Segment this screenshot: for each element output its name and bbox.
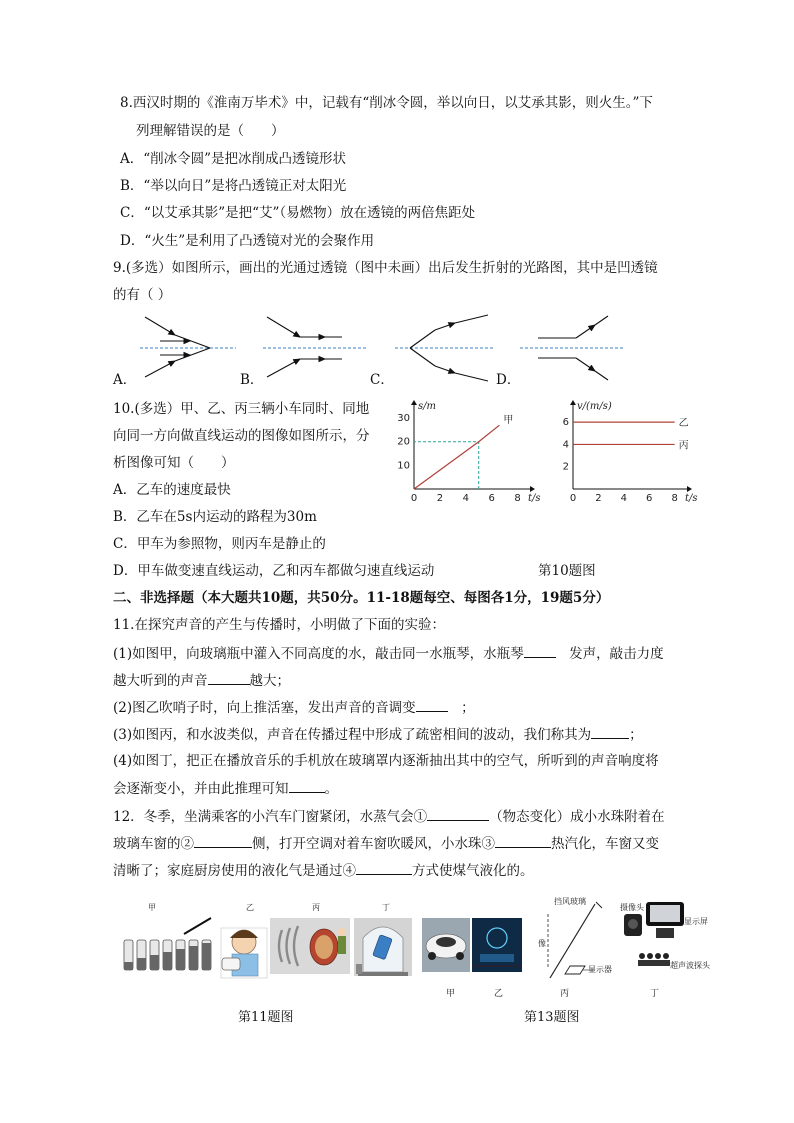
q10-stem-line3: 析图像可知（ ） bbox=[113, 455, 235, 471]
car-photo bbox=[422, 918, 470, 972]
q9-diagram-c bbox=[395, 315, 495, 381]
q11-part1-line2 bbox=[113, 670, 290, 691]
q10-stem-line1: 10.(多选）甲、乙、丙三辆小车同时、同地 bbox=[113, 401, 370, 417]
q11-blank-3[interactable] bbox=[416, 697, 448, 712]
x-axis-label: t/s bbox=[685, 493, 698, 504]
q10-vt-chart bbox=[553, 397, 713, 505]
bell-jar-illustration bbox=[354, 918, 412, 976]
q12-line2 bbox=[113, 833, 659, 854]
y-axis-arrow bbox=[411, 400, 417, 405]
q12-blank-1[interactable] bbox=[427, 806, 489, 821]
q11-p1c: 越大听到的声音 bbox=[113, 673, 208, 689]
q9-label-d: D． bbox=[496, 372, 521, 388]
q12-blank-4[interactable] bbox=[356, 860, 412, 875]
q11-fig-label-bing: 丙 bbox=[312, 903, 320, 912]
x-tick-label: 2 bbox=[436, 493, 444, 504]
x-tick-label: 8 bbox=[514, 493, 521, 504]
q13-label-windshield: 挡风玻璃 bbox=[554, 897, 586, 906]
x-axis-label: t/s bbox=[528, 493, 541, 504]
q13-figure-art bbox=[420, 894, 720, 994]
water-bottles-illustration bbox=[124, 918, 211, 970]
y-tick-label: 2 bbox=[562, 461, 569, 473]
q13-label-camera: 摄像头 bbox=[620, 903, 644, 912]
q12-l2a: 玻璃车窗的② bbox=[113, 836, 194, 852]
q13-figure bbox=[420, 894, 720, 994]
q13-label-probe: 超声波探头 bbox=[670, 961, 710, 970]
q11-blank-2[interactable] bbox=[208, 670, 250, 685]
q11-figure-art bbox=[118, 902, 414, 980]
q12-blank-2[interactable] bbox=[194, 833, 252, 848]
x-tick-label: 0 bbox=[569, 493, 577, 504]
q9-diagram-b bbox=[263, 317, 368, 377]
section2-heading: 二、非选择题（本大题共10题，共50分。11-18题每空、每图各1分，19题5分） bbox=[113, 590, 610, 606]
series-line bbox=[414, 425, 499, 489]
q11-part4-line2 bbox=[113, 778, 338, 799]
q9-diagram-a bbox=[140, 317, 236, 377]
dashboard-photo bbox=[472, 918, 522, 972]
x-tick-label: 8 bbox=[671, 493, 678, 504]
x-tick-label: 4 bbox=[462, 493, 469, 504]
q11-figure bbox=[118, 902, 414, 980]
y-tick-label: 6 bbox=[562, 417, 569, 429]
q11-blank-5[interactable] bbox=[289, 778, 325, 793]
q13-label-image: 像 bbox=[538, 939, 546, 948]
q13-label-screen: 显示屏 bbox=[684, 917, 708, 926]
q8-option-b: B．“举以向日”是将凸透镜正对太阳光 bbox=[120, 178, 347, 194]
q8-option-c: C．“以艾承其影”是把“艾”（易燃物）放在透镜的两倍焦距处 bbox=[120, 205, 476, 221]
q10-option-a: A．乙车的速度最快 bbox=[113, 482, 231, 498]
q11-p4c: 。 bbox=[324, 781, 338, 797]
q11-p2b: ； bbox=[461, 700, 475, 716]
y-axis-label: v/(m/s) bbox=[577, 401, 612, 412]
y-axis-label: s/m bbox=[418, 401, 436, 412]
q12-l2b: 侧，打开空调对着车窗吹暖风，小水珠③ bbox=[252, 836, 495, 852]
series-label: 甲 bbox=[503, 415, 514, 427]
x-tick-label: 6 bbox=[488, 493, 495, 504]
q10-option-c: C．甲车为参照物，则丙车是静止的 bbox=[113, 536, 326, 552]
x-tick-label: 6 bbox=[646, 493, 653, 504]
y-tick-label: 4 bbox=[562, 439, 569, 451]
x-axis-arrow bbox=[530, 486, 535, 492]
x-tick-label: 4 bbox=[620, 493, 628, 504]
q11-p3a: (3)如图丙，和水波类似，声音在传播过程中形成了疏密相间的波动，我们称其为 bbox=[113, 727, 592, 743]
x-tick-label: 0 bbox=[410, 493, 418, 504]
q11-blank-1[interactable] bbox=[524, 643, 556, 658]
y-tick-label: 20 bbox=[397, 436, 410, 448]
y-tick-label: 30 bbox=[397, 413, 410, 425]
q11-blank-4[interactable] bbox=[591, 724, 629, 739]
q11-p1b: 发声，敲击力度 bbox=[569, 646, 664, 662]
q12-line3 bbox=[113, 860, 534, 881]
q11-p1d: 越大； bbox=[249, 673, 290, 689]
q12-l3a: 清晰了；家庭厨房使用的液化气是通过④ bbox=[113, 863, 356, 879]
q11-p3b: ； bbox=[629, 727, 643, 743]
series-label: 丙 bbox=[678, 440, 689, 452]
q11-stem: 11.在探究声音的产生与传播时，小明做了下面的实验： bbox=[113, 617, 445, 633]
q13-label-display: 显示器 bbox=[588, 965, 612, 974]
q11-p1a: (1)如图甲，向玻璃瓶中灌入不同高度的水，敲击同一水瓶琴，水瓶琴 bbox=[113, 646, 524, 662]
q10-st-chart bbox=[392, 397, 542, 505]
q9-stem-line2: 的有（ ） bbox=[113, 287, 172, 303]
q9-label-b: B． bbox=[240, 372, 264, 388]
q9-stem-line1: 9.(多选）如图所示，画出的光通过透镜（图中未画）出后发生折射的光路图，其中是凹透镜 bbox=[113, 260, 658, 276]
q12-l2c: 热汽化，车窗又变 bbox=[551, 836, 659, 852]
q12-l1b: （物态变化）成小水珠附着在 bbox=[489, 809, 665, 825]
q8-option-a: A．“削冰令圆”是把冰削成凸透镜形状 bbox=[120, 151, 347, 167]
q11-fig-label-ding: 丁 bbox=[382, 903, 390, 912]
q10-option-b: B．乙车在5s内运动的路程为30m bbox=[113, 509, 317, 525]
q11-caption: 第11题图 bbox=[238, 1010, 294, 1025]
q13-fig-label-yi: 乙 bbox=[494, 989, 504, 999]
q11-part2 bbox=[113, 697, 475, 718]
q11-part3 bbox=[113, 724, 643, 745]
x-axis-arrow bbox=[687, 486, 692, 492]
q13-fig-label-bing: 丙 bbox=[560, 989, 570, 999]
q12-l1a: 12．冬季，坐满乘客的小汽车门窗紧闭，水蒸气会① bbox=[113, 809, 428, 825]
y-axis-arrow bbox=[570, 400, 576, 405]
q11-p2a: (2)图乙吹哨子时，向上推活塞，发出声音的音调变 bbox=[113, 700, 416, 716]
x-tick-label: 2 bbox=[595, 493, 602, 504]
q11-fig-label-yi: 乙 bbox=[246, 903, 254, 912]
q10-option-d: D．甲车做变速直线运动，乙和丙车都做匀速直线运动 bbox=[113, 563, 435, 579]
q11-part4-line1: (4)如图丁，把正在播放音乐的手机放在玻璃罩内逐渐抽出其中的空气，所听到的声音响度将 bbox=[113, 753, 659, 769]
child-whistle-illustration bbox=[221, 928, 267, 978]
q10-stem-line2: 向同一方向做直线运动的图像如图所示，分 bbox=[113, 428, 370, 444]
q11-fig-label-jia: 甲 bbox=[148, 903, 156, 912]
q12-l3b: 方式使煤气液化的。 bbox=[412, 863, 534, 879]
q12-line1 bbox=[113, 806, 665, 827]
q8-stem-line1: 8.西汉时期的《淮南万毕术》中，记载有“削冰令圆，举以向日，以艾承其影，则火生。”下 bbox=[120, 95, 653, 111]
q12-blank-3[interactable] bbox=[495, 833, 551, 848]
q13-fig-label-jia: 甲 bbox=[446, 989, 456, 999]
q9-label-a: A． bbox=[113, 372, 137, 388]
q13-fig-label-ding: 丁 bbox=[650, 989, 660, 999]
q9-diagram-d bbox=[520, 316, 625, 380]
series-label: 乙 bbox=[678, 418, 689, 430]
q9-label-c: C． bbox=[370, 372, 394, 388]
q11-part1-line1 bbox=[113, 643, 664, 664]
sound-wave-illustration bbox=[270, 918, 350, 974]
q11-p4b: 会逐渐变小，并由此推理可知 bbox=[113, 781, 289, 797]
q8-stem-line2: 列理解错误的是（ ） bbox=[136, 123, 285, 139]
q8-option-d: D．“火生”是利用了凸透镜对光的会聚作用 bbox=[120, 233, 375, 249]
q10-caption: 第10题图 bbox=[538, 563, 596, 579]
q13-caption: 第13题图 bbox=[524, 1010, 580, 1025]
y-tick-label: 10 bbox=[397, 460, 410, 472]
